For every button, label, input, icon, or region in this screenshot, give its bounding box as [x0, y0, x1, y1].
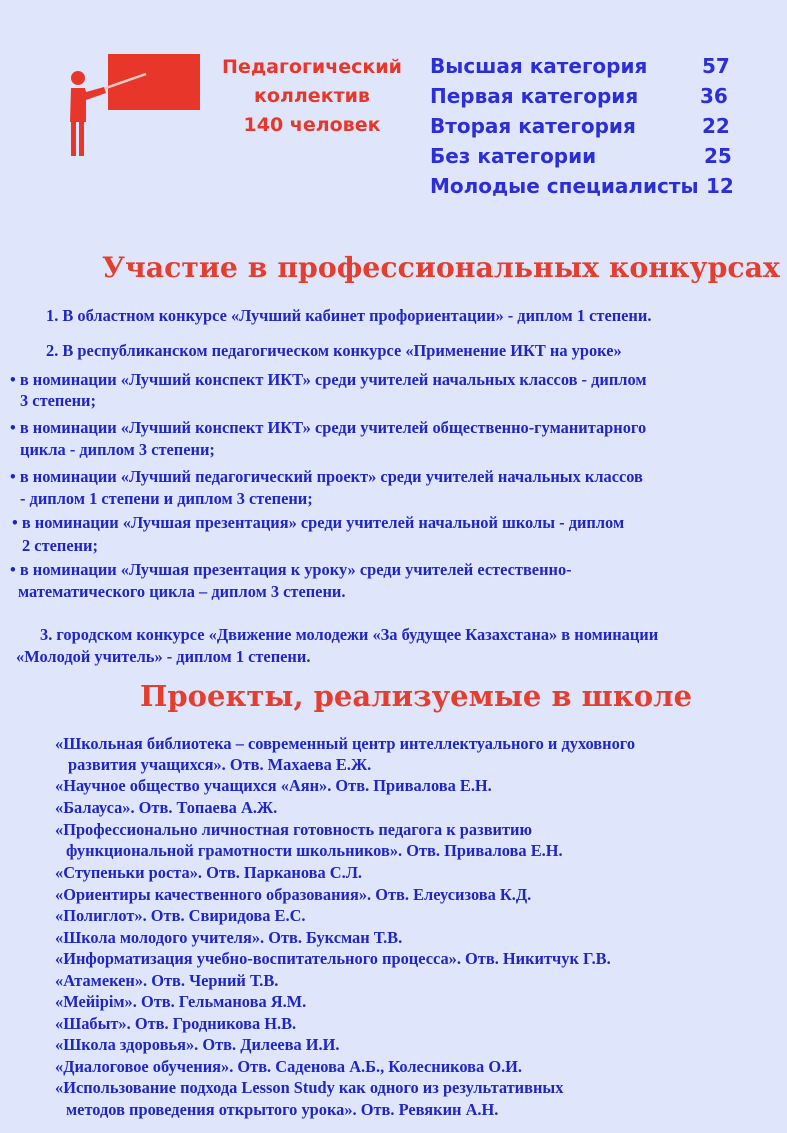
category-count: 22	[702, 114, 730, 138]
project-line: «Полиглот». Отв. Свиридова Е.С.	[55, 906, 306, 925]
contest-item-3-cont: «Молодой учитель» - диплом 1 степени.	[16, 647, 311, 666]
bullet-dot: •	[10, 418, 16, 437]
contest-item-1: 1. В областном конкурсе «Лучший кабинет профориентации» - диплом 1 степени.	[46, 306, 652, 325]
project-line: «Школа молодого учителя». Отв. Буксман Т.В.	[55, 928, 403, 947]
category-list	[430, 51, 750, 201]
nomination-text-cont: цикла - диплом 3 степени;	[20, 440, 215, 459]
category-row	[430, 51, 750, 81]
category-name: Молодые специалисты	[430, 174, 699, 198]
project-line: «Школьная библиотека – современный центр интеллектуального и духовного	[55, 734, 636, 753]
projects-heading: Проекты, реализуемые в школе	[140, 679, 693, 713]
nomination-bullet	[10, 559, 572, 581]
bullet-dot: •	[10, 560, 16, 579]
nomination-text-cont: математического цикла – диплом 3 степени.	[18, 582, 346, 601]
category-count: 57	[702, 54, 730, 78]
project-line: «Информатизация учебно-воспитательного процесса». Отв. Никитчук Г.В.	[55, 949, 611, 968]
bullet-dot: •	[12, 513, 18, 532]
staff-total: 140 человек	[243, 114, 381, 136]
contest-item-3: 3. городском конкурсе «Движение молодежи «За будущее Казахстана» в номинации	[40, 625, 659, 644]
bullet-dot: •	[10, 467, 16, 486]
nomination-text: в номинации «Лучшая презентация к уроку» среди учителей естественно-	[19, 560, 572, 579]
category-row	[430, 111, 750, 141]
project-line: «Балауса». Отв. Топаева А.Ж.	[55, 798, 278, 817]
nomination-bullet	[12, 512, 624, 534]
staff-title	[212, 53, 412, 140]
category-count: 36	[700, 84, 728, 108]
project-line: «Использование подхода Lesson Study как одного из результативных	[55, 1078, 564, 1097]
nomination-text-cont: - диплом 1 степени и диплом 3 степени;	[20, 489, 313, 508]
project-line: «Школа здоровья». Отв. Дилеева И.И.	[55, 1035, 340, 1054]
teacher-at-board-icon	[62, 52, 204, 160]
bullet-dot: •	[10, 370, 16, 389]
staff-title-line: коллектив	[254, 85, 370, 107]
category-row	[430, 81, 750, 111]
nomination-text: в номинации «Лучший конспект ИКТ» среди учителей начальных классов - диплом	[19, 370, 647, 389]
contest-item-2: 2. В республиканском педагогическом конкурсе «Применение ИКТ на уроке»	[46, 341, 622, 360]
category-count: 12	[706, 174, 734, 198]
nomination-text: в номинации «Лучший педагогический проект» среди учителей начальных классов	[19, 467, 643, 486]
nomination-text-cont: 2 степени;	[22, 536, 98, 555]
contests-heading: Участие в профессиональных конкурсах	[102, 250, 780, 284]
project-line: «Атамекен». Отв. Черний Т.В.	[55, 971, 279, 990]
project-line: «Ступеньки роста». Отв. Парканова С.Л.	[55, 863, 363, 882]
staff-title-line: Педагогический	[222, 56, 402, 78]
category-row	[430, 141, 750, 171]
project-line: «Ориентиры качественного образования». Отв. Елеусизова К.Д.	[55, 885, 532, 904]
project-line: «Мейірім». Отв. Гельманова Я.М.	[55, 992, 307, 1011]
category-name: Высшая категория	[430, 54, 648, 78]
category-name: Без категории	[430, 144, 597, 168]
category-row	[430, 171, 750, 201]
nomination-bullet	[10, 369, 647, 391]
project-line: «Шабыт». Отв. Гродникова Н.В.	[55, 1014, 297, 1033]
nomination-text: в номинации «Лучшая презентация» среди учителей начальной школы - диплом	[21, 513, 625, 532]
nomination-text: в номинации «Лучший конспект ИКТ» среди учителей общественно-гуманитарного	[19, 418, 647, 437]
category-name: Вторая категория	[430, 114, 636, 138]
project-line: «Диалоговое обучения». Отв. Саденова А.Б., Колесникова О.И.	[55, 1057, 523, 1076]
project-line: развития учащихся». Отв. Махаева Е.Ж.	[68, 755, 372, 774]
nomination-bullet	[10, 417, 646, 439]
nomination-text-cont: 3 степени;	[20, 391, 96, 410]
project-line: «Профессионально личностная готовность педагога к развитию	[55, 820, 533, 839]
category-name: Первая категория	[430, 84, 639, 108]
category-count: 25	[704, 144, 732, 168]
project-line: «Научное общество учащихся «Аян». Отв. Привалова Е.Н.	[55, 776, 492, 795]
project-line: методов проведения открытого урока». Отв. Ревякин А.Н.	[66, 1100, 499, 1119]
project-line: функциональной грамотности школьников». Отв. Привалова Е.Н.	[66, 841, 563, 860]
nomination-bullet	[10, 466, 643, 488]
